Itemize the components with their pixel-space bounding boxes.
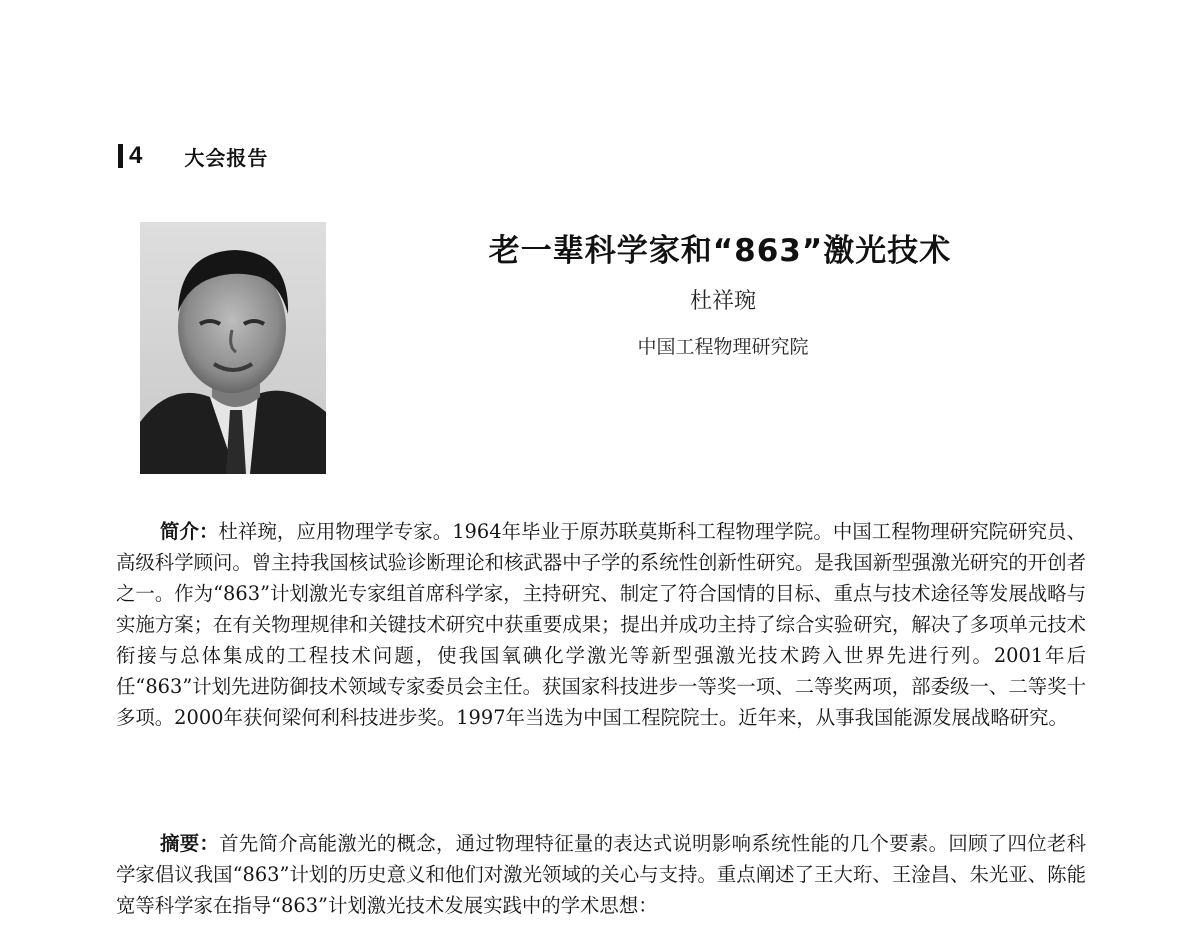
article-title: 老一辈科学家和“863”激光技术 <box>488 233 952 269</box>
abstract-text: 首先简介高能激光的概念，通过物理特征量的表达式说明影响系统性能的几个要素。回顾了四位老科学家倡议我国“863”计划的历史意义和他们对激光领域的关心与支持。重点阐述了王大珩、王淦昌、朱光亚、陈能宽等科学家在指导“863”计划激光技术发展实践中的学术思想： <box>116 832 1087 917</box>
author-name: 杜祥琬 <box>689 289 756 314</box>
page-number: 4 <box>129 142 143 169</box>
bio-label: 简介： <box>160 520 219 543</box>
abstract-paragraph <box>116 828 1086 921</box>
section-title: 大会报告 <box>184 145 269 170</box>
header-bar <box>118 144 123 168</box>
bio-text: 杜祥琬，应用物理学专家。1964年毕业于原苏联莫斯科工程物理学院。中国工程物理研究院研究员、高级科学顾问。曾主持我国核试验诊断理论和核武器中子学的系统性创新性研究。是我国新型强激光研究的开创者之一。作为“863”计划激光专家组首席科学家，主持研究、制定了符合国情的目标、重点与技术途径等发展战略与实施方案；在有关物理规律和关键技术研究中获重要成果；提出并成功主持了综合实验研究，解决了多项单元技术衔接与总体集成的工程技术问题，使我国氧碘化学激光等新型强激光技术跨入世界先进行列。2001年后任“863”计划先进防御技术领域专家委员会主任。获国家科技进步一等奖一项、二等奖两项，部委级一、二等奖十多项。2000年获何梁何利科技进步奖。1997年当选为中国工程院院士。近年来，从事我国能源发展战略研究。 <box>116 520 1086 729</box>
abstract-label: 摘要： <box>160 832 220 855</box>
running-header <box>118 140 268 172</box>
author-affiliation: 中国工程物理研究院 <box>637 336 809 358</box>
bio-paragraph <box>116 516 1086 733</box>
